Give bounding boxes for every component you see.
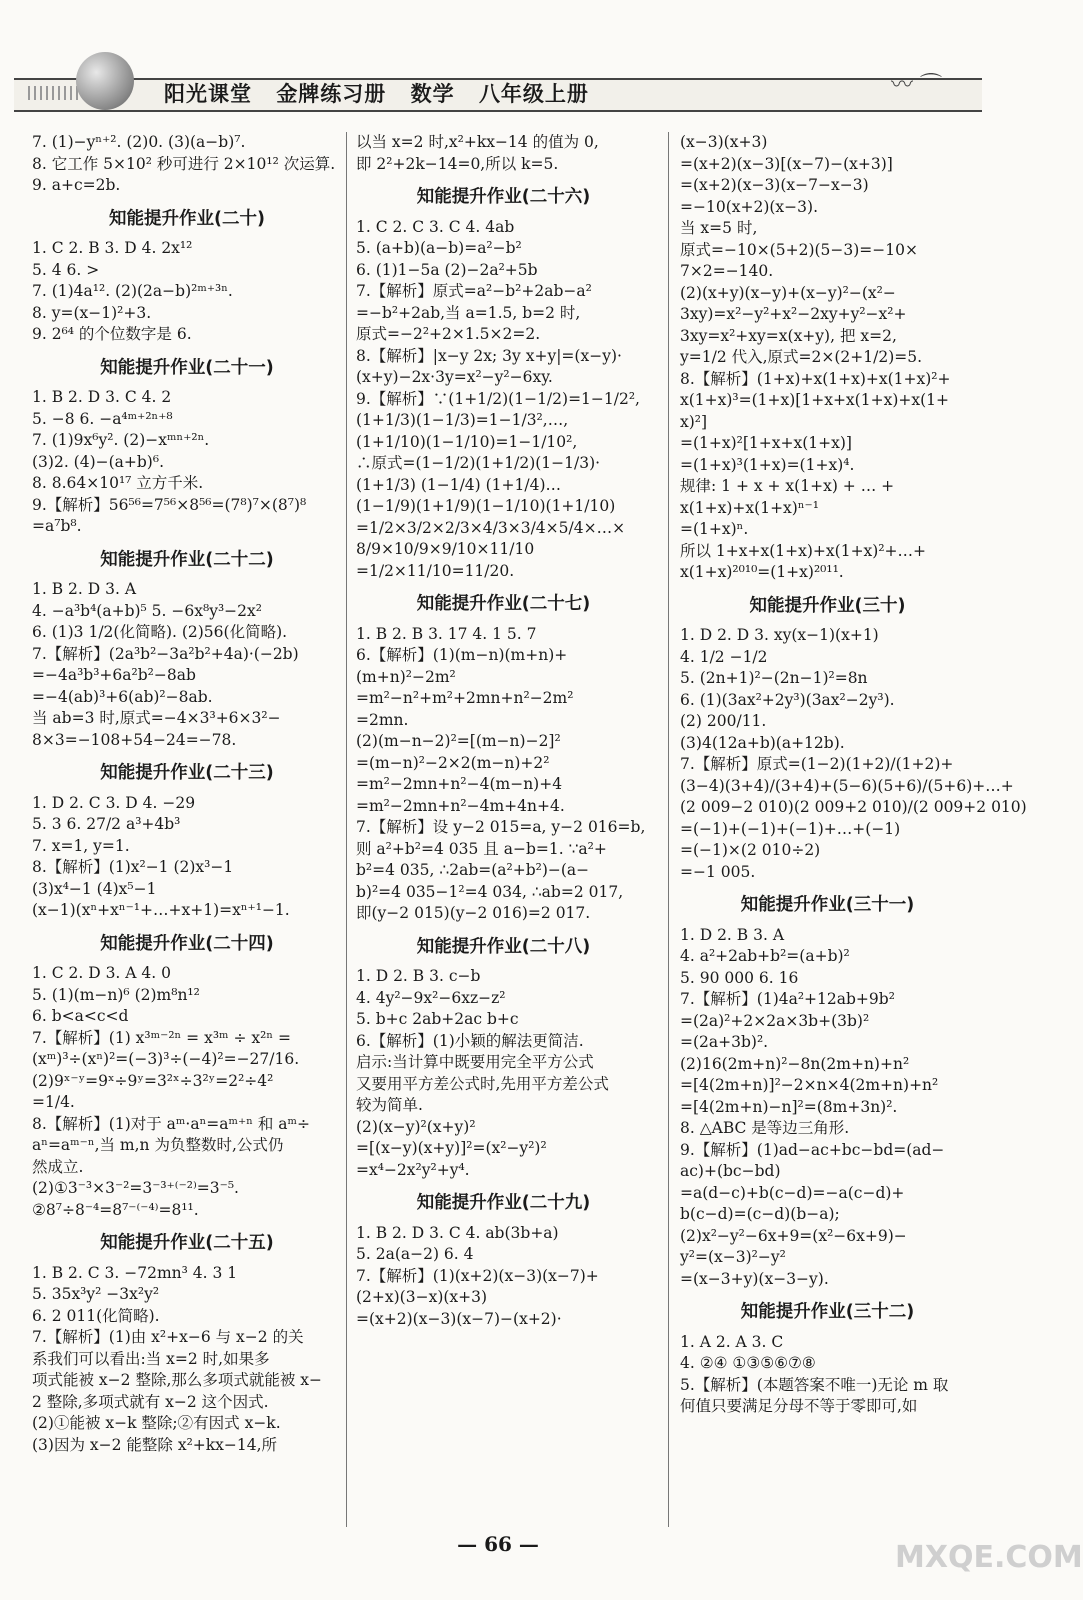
answer-line: 7.【解析】(1)(x+2)(x−3)(x−7)+	[356, 1266, 599, 1285]
section-heading: 知能提升作业(二十二)	[100, 549, 274, 570]
answer-line: =(1+x)²[1+x+x(1+x)]	[680, 434, 852, 452]
section-heading: 知能提升作业(二十七)	[416, 594, 591, 614]
answer-line: 9. a+c=2b.	[32, 176, 121, 194]
section-heading: 知能提升作业(二十四)	[100, 933, 274, 954]
answer-line: 6.【解析】(1)(m−n)(m+n)+	[356, 646, 568, 664]
answer-line: 6. 2 011(化简略).	[32, 1306, 160, 1325]
answer-line: 4. a²+2ab+b²=(a+b)²	[680, 947, 850, 965]
answer-line: 6. (1)3 1/2(化简略). (2)56(化简略).	[32, 623, 288, 641]
answer-line: =a⁷b⁸.	[32, 517, 82, 535]
answer-line: 8.【解析】|x−y 2x; 3y x+y|=(x−y)·	[356, 346, 622, 365]
answer-line: 当 ab=3 时,原式=−4×3³+6×3²−	[32, 709, 281, 727]
answer-line: 7.【解析】(1) x³ᵐ⁻²ⁿ = x³ᵐ ÷ x²ⁿ =	[32, 1028, 291, 1047]
watermark: MXQE.COM	[895, 1540, 1083, 1575]
answer-line: (1+1/10)(1−1/10)=1−1/10²,	[356, 432, 578, 451]
answer-line: 1. D 2. C 3. D 4. −29	[32, 793, 196, 812]
answer-line: (x−1)(xⁿ+xⁿ⁻¹+…+x+1)=xⁿ⁺¹−1.	[32, 901, 290, 919]
answer-line: 8.【解析】(1)对于 aᵐ·aⁿ=aᵐ⁺ⁿ 和 aᵐ÷	[32, 1114, 311, 1133]
answer-line: =(m−n)²−2×2(m−n)+2²	[356, 753, 550, 772]
answer-line: 7. (1)−yⁿ⁺². (2)0. (3)(a−b)⁷.	[32, 133, 246, 151]
answer-line: (1+1/3)(1−1/3)=1−1/3²,…,	[356, 411, 569, 429]
answer-line: =−1 005.	[680, 862, 756, 881]
page-header	[14, 60, 982, 112]
answer-line: 即(y−2 015)(y−2 016)=2 017.	[356, 904, 591, 922]
answer-line: 1. B 2. D 3. A	[32, 580, 137, 598]
answer-line: 1. B 2. C 3. −72mn³ 4. 3 1	[32, 1263, 238, 1282]
answer-line: 2 整除,多项式就有 x−2 这个因式.	[32, 1392, 269, 1411]
answer-line: 6.【解析】(1)小颖的解法更简洁.	[356, 1031, 584, 1050]
answer-line: 5. −8 6. −a⁴ᵐ⁺²ⁿ⁺⁸	[32, 409, 173, 428]
answer-line: y=1/2 代入,原式=2×(2+1/2)=5.	[680, 348, 923, 366]
answer-line: (2)(x−y)²(x+y)²	[356, 1117, 476, 1136]
answer-line: 1. C 2. C 3. C 4. 4ab	[356, 217, 515, 236]
answer-line: 1. D 2. B 3. A	[680, 925, 785, 944]
answer-line: 9.【解析】∵(1+1/2)(1−1/2)=1−1/2²,	[356, 389, 640, 408]
answer-line: y²=(x−3)²−y²	[680, 1248, 786, 1266]
answer-line: 8.【解析】(1)x²−1 (2)x³−1	[32, 858, 234, 876]
answer-line: 7.【解析】(2a³b²−3a²b²+4a)·(−2b)	[32, 644, 299, 663]
answer-line: =(2a)²+2×2a×3b+(3b)²	[680, 1011, 870, 1030]
answer-line: =(x+2)(x−3)(x−7)−(x+2)·	[356, 1309, 562, 1328]
answer-line: (2+x)(3−x)(x+3)	[356, 1288, 488, 1306]
answer-line: =1/2×11/10=11/20.	[356, 561, 515, 580]
answer-line: ②8⁷÷8⁻⁴=8⁷⁻⁽⁻⁴⁾=8¹¹.	[32, 1200, 199, 1219]
series-name: 金牌练习册	[276, 82, 387, 106]
answer-line: (3)4(12a+b)(a+12b).	[680, 733, 845, 752]
answer-line: 项式能被 x−2 整除,那么多项式就能被 x−	[32, 1371, 323, 1389]
section-heading: 知能提升作业(二十五)	[100, 1233, 274, 1253]
answer-line: x(1+x)²⁰¹⁰=(1+x)²⁰¹¹.	[680, 563, 844, 581]
answer-line: 1. B 2. B 3. 17 4. 1 5. 7	[356, 624, 537, 643]
answer-line: 系我们可以看出:当 x=2 时,如果多	[32, 1349, 270, 1368]
answer-line: 6. b<a<c<d	[32, 1007, 129, 1025]
answer-line: =m²−n²+m²+2mn+n²−2m²	[356, 689, 574, 707]
answer-line: 4. 1/2 −1/2	[680, 647, 768, 666]
answer-line: =[(x−y)(x+y)]²=(x²−y²)²	[356, 1139, 547, 1157]
answer-line: (3)2. (4)−(a+b)⁶.	[32, 452, 164, 471]
answer-line: 8. △ABC 是等边三角形.	[680, 1119, 850, 1137]
answer-line: 规律: 1 + x + x(1+x) + … +	[680, 477, 895, 495]
section-heading: 知能提升作业(三十)	[749, 595, 906, 616]
answer-line: (2)x²−y²−6x+9=(x²−6x+9)−	[680, 1226, 907, 1245]
answer-line: 1. A 2. A 3. C	[680, 1332, 784, 1351]
section-heading: 知能提升作业(三十一)	[740, 895, 915, 915]
answer-line: =m²−2mn+n²−4m+4n+4.	[356, 796, 565, 815]
answer-line: 所以 1+x+x(1+x)+x(1+x)²+…+	[680, 541, 927, 560]
answer-line: 然成立.	[32, 1157, 84, 1176]
answer-line: =(1+x)ⁿ.	[680, 520, 749, 538]
answer-line: 5. (1)(m−n)⁶ (2)m⁸n¹²	[32, 985, 200, 1004]
answer-line: 8. 它工作 5×10² 秒可进行 2×10¹² 次运算.	[32, 154, 336, 173]
section-heading: 知能提升作业(二十六)	[416, 187, 591, 207]
answer-line: 8×3=−108+54−24=−78.	[32, 730, 237, 749]
answer-line: =2mn.	[356, 710, 409, 729]
answer-line: =−4(ab)³+6(ab)²−8ab.	[32, 687, 213, 706]
answer-line: =(x+2)(x−3)(x−7−x−3)	[680, 176, 869, 194]
answer-line: 8. y=(x−1)²+3.	[32, 303, 152, 322]
answer-line: 6. (1)(3ax²+2y³)(3ax²−2y³).	[680, 690, 895, 709]
answer-line: 7.【解析】(1)4a²+12ab+9b²	[680, 990, 895, 1008]
answer-line: =1/2×3/2×2/3×4/3×3/4×5/4×…×	[356, 518, 626, 537]
header-title	[164, 78, 605, 108]
section-heading: 知能提升作业(二十三)	[100, 763, 274, 783]
answer-line: =−10(x+2)(x−3).	[680, 197, 818, 216]
grade-name: 八年级上册	[478, 82, 589, 106]
answer-line: 当 x=5 时,	[680, 219, 758, 237]
answer-line: 7×2=−140.	[680, 262, 774, 280]
answer-line: 7.【解析】原式=a²−b²+2ab−a²	[356, 282, 592, 300]
answer-line: =−4a³b³+6a²b²−8ab	[32, 666, 196, 684]
answer-line: (3)x⁴−1 (4)x⁵−1	[32, 879, 157, 898]
answer-line: 原式=−2²+2×1.5×2=2.	[356, 325, 541, 343]
answer-line: (m+n)²−2m²	[356, 667, 456, 686]
answer-line: (2) 200/11.	[680, 712, 767, 730]
answer-line: x)²]	[680, 412, 708, 431]
globe-icon	[76, 52, 134, 110]
answer-line: (3)因为 x−2 能整除 x²+kx−14,所	[32, 1435, 278, 1454]
answer-line: 9.【解析】(1)ad−ac+bc−bd=(ad−	[680, 1140, 945, 1159]
section-heading: 知能提升作业(二十一)	[100, 357, 274, 378]
brand-name: 阳光课堂	[164, 82, 252, 106]
answer-line: ac)+(bc−bd)	[680, 1162, 781, 1180]
answer-line: 8/9×10/9×9/10×11/10	[356, 540, 535, 558]
answer-line: =(−1)+(−1)+(−1)+…+(−1)	[680, 819, 901, 838]
answer-line: 较为简单.	[356, 1096, 423, 1114]
answer-line: 5.【解析】(本题答案不唯一)无论 m 取	[680, 1375, 949, 1394]
answer-line: 7. (1)9x⁶y². (2)−xᵐⁿ⁺²ⁿ.	[32, 431, 210, 449]
column-divider	[346, 132, 347, 1527]
answer-line: 8. 8.64×10¹⁷ 立方千米.	[32, 474, 204, 492]
answer-line: 5. 4 6. >	[32, 260, 100, 279]
answer-line: =(x+2)(x−3)[(x−7)−(x+3)]	[680, 154, 893, 173]
birds-icon: 〰 ⌒	[891, 73, 942, 98]
answer-line: 7.【解析】设 y−2 015=a, y−2 016=b,	[356, 818, 646, 836]
answer-line: =(2a+3b)².	[680, 1033, 769, 1051]
answer-line: 1. C 2. B 3. D 4. 2x¹²	[32, 239, 193, 257]
answer-line: (xᵐ)³÷(xⁿ)²=(−3)³÷(−4)²=−27/16.	[32, 1050, 300, 1068]
answer-column-2	[356, 132, 651, 1330]
answer-line: b)²=4 035−1²=4 034, ∴ab=2 017,	[356, 882, 624, 901]
answer-line: =[4(2m+n)−n]²=(8m+3n)².	[680, 1097, 898, 1116]
answer-line: 7. x=1, y=1.	[32, 836, 130, 855]
answer-line: 7. (1)4a¹². (2)(2a−b)²ᵐ⁺³ⁿ.	[32, 282, 233, 300]
answer-line: 原式=−10×(5+2)(5−3)=−10×	[680, 240, 918, 259]
answer-line: (x−3)(x+3)	[680, 133, 768, 151]
answer-line: 何值只要满足分母不等于零即可,如	[680, 1397, 918, 1415]
answer-line: 启示:当计算中既要用完全平方公式	[356, 1053, 594, 1071]
answer-line: 5. b+c 2ab+2ac b+c	[356, 1010, 519, 1028]
answer-column-1	[32, 132, 342, 1456]
answer-line: 以当 x=2 时,x²+kx−14 的值为 0,	[356, 133, 599, 151]
section-heading: 知能提升作业(三十二)	[740, 1302, 915, 1322]
answer-line: 1. B 2. D 3. C 4. ab(3b+a)	[356, 1223, 559, 1242]
answer-line: =−b²+2ab,当 a=1.5, b=2 时,	[356, 303, 581, 322]
answer-line: 1. B 2. D 3. C 4. 2	[32, 388, 172, 406]
answer-line: x(1+x)+x(1+x)ⁿ⁻¹	[680, 498, 819, 517]
answer-line: =m²−2mn+n²−4(m−n)+4	[356, 775, 563, 793]
column-divider	[668, 132, 669, 1527]
answer-line: (2)(m−n−2)²=[(m−n)−2]²	[356, 732, 561, 750]
answer-line: 1. D 2. D 3. xy(x−1)(x+1)	[680, 626, 879, 644]
answer-line: 即 2²+2k−14=0,所以 k=5.	[356, 154, 559, 173]
answer-line: ∴原式=(1−1/2)(1+1/2)(1−1/3)·	[356, 454, 601, 472]
answer-line: 3xy=x²+xy=x(x+y), 把 x=2,	[680, 326, 897, 345]
answer-line: =(1+x)³(1+x)=(1+x)⁴.	[680, 455, 855, 474]
answer-line: 又要用平方差公式时,先用平方差公式	[356, 1074, 609, 1093]
answer-line: (2 009−2 010)(2 009+2 010)/(2 009+2 010)	[680, 798, 1027, 816]
answer-line: (2)16(2m+n)²−8n(2m+n)+n²	[680, 1054, 910, 1073]
answer-line: 3xy)=x²−y²+x²−2xy+y²−x²+	[680, 305, 907, 323]
answer-line: (3−4)(3+4)/(3+4)+(5−6)(5+6)/(5+6)+…+	[680, 776, 1014, 795]
subject-name: 数学	[410, 82, 455, 106]
answer-line: 则 a²+b²=4 035 且 a−b=1. ∵a²+	[356, 839, 607, 858]
answer-line: =a(d−c)+b(c−d)=−a(c−d)+	[680, 1183, 905, 1202]
section-heading: 知能提升作业(二十)	[109, 208, 265, 229]
answer-line: (2)①能被 x−k 整除;②有因式 x−k.	[32, 1414, 281, 1432]
answer-line: =1/4.	[32, 1093, 75, 1111]
page-number: — 66 —	[457, 1532, 539, 1556]
answer-line: 9. 2⁶⁴ 的个位数字是 6.	[32, 325, 192, 343]
answer-line: 5. 3 6. 27/2 a³+4b³	[32, 815, 181, 833]
answer-line: (x+y)−2x·3y=x²−y²−6xy.	[356, 368, 553, 386]
answer-line: (2)①3⁻³×3⁻²=3⁻³⁺⁽⁻²⁾=3⁻⁵.	[32, 1179, 239, 1197]
answer-line: x(1+x)³=(1+x)[1+x+x(1+x)+x(1+	[680, 391, 949, 409]
answer-line: =(x−3+y)(x−3−y).	[680, 1269, 829, 1288]
answer-line: 1. D 2. B 3. c−b	[356, 967, 481, 985]
answer-line: 4. 4y²−9x²−6xz−z²	[356, 988, 506, 1007]
header-decoration	[28, 86, 78, 100]
answer-line: =x⁴−2x²y²+y⁴.	[356, 1160, 470, 1179]
section-heading: 知能提升作业(二十九)	[416, 1193, 591, 1213]
answer-line: 7.【解析】原式=(1−2)(1+2)/(1+2)+	[680, 755, 954, 773]
answer-line: (2)9ˣ⁻ʸ=9ˣ÷9ʸ=3²ˣ÷3²ʸ=2²÷4²	[32, 1071, 274, 1090]
answer-line: 8.【解析】(1+x)+x(1+x)+x(1+x)²+	[680, 369, 951, 388]
answer-line: 5. (a+b)(a−b)=a²−b²	[356, 239, 522, 257]
answer-line: 5. 2a(a−2) 6. 4	[356, 1245, 474, 1263]
answer-line: b(c−d)=(c−d)(b−a);	[680, 1205, 840, 1223]
answer-line: 4. ②④ ①③⑤⑥⑦⑧	[680, 1354, 816, 1372]
answer-line: aⁿ=aᵐ⁻ⁿ,当 m,n 为负整数时,公式仍	[32, 1136, 284, 1154]
answer-line: (1−1/9)(1+1/9)(1−1/10)(1+1/10)	[356, 497, 616, 515]
answer-line: 5. (2n+1)²−(2n−1)²=8n	[680, 669, 868, 687]
answer-line: 5. 35x³y² −3x²y²	[32, 1285, 160, 1303]
answer-line: b²=4 035, ∴2ab=(a²+b²)−(a−	[356, 861, 590, 879]
answer-line: =(−1)×(2 010÷2)	[680, 841, 821, 859]
answer-line: 7.【解析】(1)由 x²+x−6 与 x−2 的关	[32, 1328, 304, 1346]
answer-line: 1. C 2. D 3. A 4. 0	[32, 964, 171, 982]
answer-line: 5. 90 000 6. 16	[680, 968, 799, 987]
answer-column-3	[680, 132, 1027, 1418]
answer-line: 6. (1)1−5a (2)−2a²+5b	[356, 260, 538, 279]
answer-line: 9.【解析】56⁵⁶=7⁵⁶×8⁵⁶=(7⁸)⁷×(8⁷)⁸	[32, 495, 307, 514]
answer-line: =[4(2m+n)]²−2×n×4(2m+n)+n²	[680, 1076, 939, 1094]
answer-line: (1+1/3) (1−1/4) (1+1/4)…	[356, 475, 562, 494]
section-heading: 知能提升作业(二十八)	[416, 936, 591, 957]
answer-line: 4. −a³b⁴(a+b)⁵ 5. −6x⁸y³−2x²	[32, 601, 262, 620]
answer-line: (2)(x+y)(x−y)+(x−y)²−(x²−	[680, 283, 896, 302]
